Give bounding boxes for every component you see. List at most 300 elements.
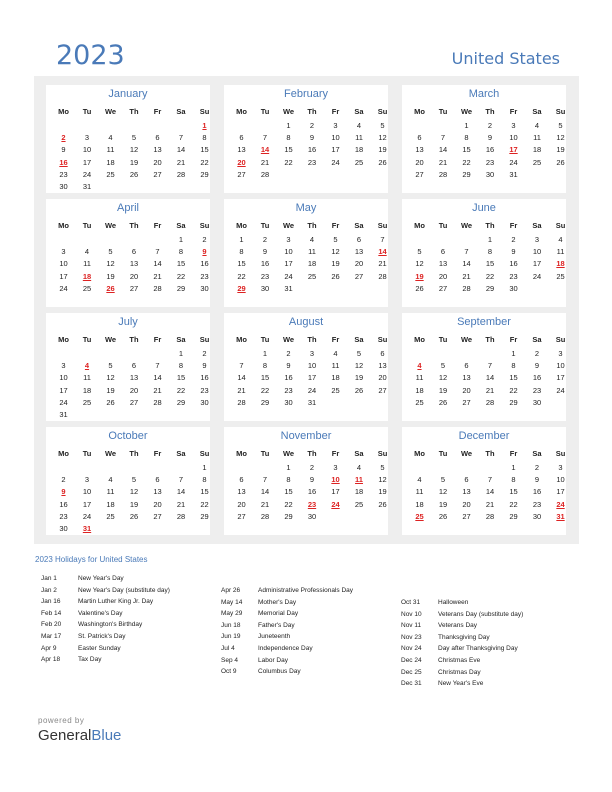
day: 19 — [438, 385, 448, 395]
day: 13 — [129, 373, 139, 383]
day: 3 — [84, 475, 90, 485]
weekday-header: We — [282, 449, 295, 458]
weekday-header: Sa — [532, 335, 542, 344]
day: 30 — [509, 283, 518, 293]
day: 17 — [59, 271, 68, 281]
holiday-day: 23 — [307, 499, 317, 509]
day: 1 — [202, 463, 207, 472]
day: 21 — [462, 271, 471, 281]
month-october — [46, 427, 210, 535]
day: 6 — [155, 475, 160, 485]
holiday-name: New Year's Day — [78, 575, 124, 582]
day: 14 — [438, 145, 448, 155]
day: 17 — [284, 259, 293, 269]
weekday-header: Th — [129, 221, 139, 230]
day: 8 — [511, 475, 516, 485]
day: 8 — [202, 133, 207, 143]
day: 14 — [260, 487, 270, 497]
day: 9 — [309, 475, 315, 485]
day: 26 — [129, 169, 139, 179]
day: 12 — [129, 487, 139, 497]
day: 18 — [354, 145, 364, 155]
day: 5 — [440, 361, 446, 371]
month-name: February — [283, 88, 329, 100]
day: 3 — [61, 361, 66, 371]
day: 4 — [108, 133, 113, 143]
day: 10 — [82, 145, 92, 155]
month-november — [224, 427, 388, 535]
weekday-header: We — [460, 449, 473, 458]
day: 29 — [462, 169, 471, 179]
day: 25 — [556, 271, 565, 281]
holiday-day: 10 — [331, 475, 340, 485]
day: 9 — [286, 361, 291, 371]
day: 10 — [556, 361, 565, 371]
day: 11 — [355, 133, 363, 143]
day: 23 — [509, 271, 518, 281]
day: 26 — [331, 271, 340, 281]
day: 8 — [178, 361, 184, 371]
day: 26 — [378, 499, 387, 509]
day: 20 — [237, 499, 246, 509]
day: 19 — [354, 373, 364, 383]
day: 27 — [129, 397, 139, 407]
day: 14 — [176, 145, 186, 155]
day: 9 — [61, 145, 66, 155]
day: 28 — [438, 169, 448, 179]
day: 21 — [176, 499, 186, 509]
month-name: December — [458, 430, 510, 442]
weekday-header: Mo — [236, 107, 247, 116]
holiday-name: Martin Luther King Jr. Day — [78, 598, 154, 606]
day: 14 — [462, 259, 471, 269]
day: 26 — [415, 283, 424, 293]
day: 12 — [378, 475, 387, 485]
day: 12 — [129, 145, 139, 155]
day: 7 — [178, 133, 184, 143]
day: 2 — [61, 475, 66, 485]
day: 10 — [284, 247, 293, 257]
weekday-header: Mo — [414, 335, 425, 344]
day: 30 — [307, 511, 317, 521]
holiday-date: Dec 24 — [401, 657, 422, 664]
holiday-name: Memorial Day — [258, 610, 299, 618]
month-name: June — [472, 202, 496, 214]
day: 21 — [237, 385, 246, 395]
day: 24 — [82, 169, 92, 179]
holiday-date: Apr 26 — [221, 587, 241, 594]
holiday-date: Apr 9 — [41, 644, 57, 652]
day: 3 — [309, 349, 315, 358]
day: 14 — [485, 487, 495, 497]
day: 11 — [106, 487, 115, 497]
day: 6 — [417, 133, 422, 143]
day: 26 — [556, 157, 565, 167]
holiday-date: Apr 18 — [41, 656, 61, 664]
weekday-header: Fr — [153, 449, 162, 458]
day: 19 — [106, 385, 115, 395]
day: 17 — [556, 373, 565, 383]
day: 7 — [155, 361, 160, 371]
day: 20 — [438, 271, 448, 281]
day: 26 — [106, 397, 115, 407]
day: 28 — [176, 169, 186, 179]
day: 26 — [438, 511, 448, 521]
month-april — [46, 199, 210, 307]
day: 8 — [178, 247, 184, 257]
day: 21 — [176, 157, 186, 167]
holiday-day: 4 — [417, 361, 422, 371]
day: 18 — [82, 385, 92, 395]
day: 27 — [237, 511, 246, 521]
weekday-header: Mo — [236, 335, 247, 344]
day: 14 — [237, 373, 246, 383]
day: 9 — [534, 475, 540, 485]
day: 8 — [202, 475, 207, 485]
day: 8 — [487, 247, 493, 257]
day: 5 — [131, 475, 137, 485]
day: 15 — [176, 373, 186, 383]
month-february — [224, 85, 388, 193]
day: 16 — [485, 145, 495, 155]
day: 17 — [556, 487, 565, 497]
day: 7 — [487, 475, 493, 485]
day: 20 — [354, 259, 364, 269]
day: 8 — [464, 133, 469, 143]
day: 27 — [153, 169, 162, 179]
holiday-date: Nov 23 — [401, 633, 422, 641]
weekday-header: Sa — [176, 221, 186, 230]
weekday-header: Mo — [236, 221, 247, 230]
day: 16 — [200, 259, 209, 269]
holiday-name: St. Patrick's Day — [78, 633, 126, 640]
holiday-day: 9 — [61, 487, 66, 497]
weekday-header: Su — [377, 221, 388, 230]
weekday-header: Th — [485, 449, 495, 458]
weekday-header: Tu — [260, 335, 270, 344]
day: 20 — [378, 373, 387, 383]
weekday-header: We — [282, 221, 295, 230]
weekday-header: Tu — [438, 107, 448, 116]
weekday-header: Mo — [236, 449, 247, 458]
weekday-header: Sa — [176, 449, 186, 458]
day: 15 — [485, 259, 495, 269]
day: 29 — [509, 397, 518, 407]
holiday-date: Jul 4 — [221, 645, 235, 652]
day: 6 — [356, 235, 362, 244]
day: 24 — [82, 511, 92, 521]
day: 3 — [333, 121, 338, 130]
day: 28 — [153, 283, 162, 293]
day: 16 — [307, 487, 317, 497]
day: 2 — [202, 235, 207, 244]
day: 27 — [237, 169, 246, 179]
day: 1 — [239, 235, 244, 244]
holiday-date: Sep 4 — [221, 656, 238, 664]
day: 21 — [438, 157, 448, 167]
day: 10 — [556, 475, 565, 485]
day: 8 — [286, 475, 291, 485]
day: 3 — [333, 463, 338, 472]
day: 29 — [200, 511, 209, 521]
month-name: September — [457, 316, 511, 328]
day: 16 — [284, 373, 293, 383]
day: 30 — [200, 283, 209, 293]
day: 19 — [129, 157, 139, 167]
weekday-header: We — [104, 107, 117, 116]
day: 16 — [532, 373, 542, 383]
day: 28 — [485, 397, 495, 407]
day: 15 — [509, 487, 518, 497]
day: 4 — [84, 247, 90, 257]
day: 10 — [307, 361, 317, 371]
weekday-header: Sa — [532, 221, 542, 230]
weekday-header: Th — [129, 107, 139, 116]
holiday-day: 18 — [556, 259, 565, 269]
day: 4 — [333, 349, 338, 358]
weekday-header: Fr — [509, 335, 518, 344]
day: 1 — [511, 463, 516, 472]
day: 6 — [155, 133, 160, 143]
weekday-header: Th — [307, 335, 317, 344]
weekday-header: Su — [199, 335, 210, 344]
weekday-header: Su — [555, 107, 566, 116]
day: 6 — [131, 247, 137, 257]
day: 5 — [440, 475, 446, 485]
month-name: August — [288, 316, 324, 328]
day: 6 — [464, 361, 469, 371]
holiday-date: Dec 31 — [401, 680, 422, 688]
holiday-day: 31 — [82, 524, 92, 533]
day: 16 — [307, 145, 317, 155]
holiday-name: Administrative Professionals Day — [258, 587, 354, 594]
weekday-header: We — [104, 449, 117, 458]
day: 26 — [378, 157, 387, 167]
day: 22 — [284, 157, 293, 167]
brand-part2: Blue — [91, 727, 122, 744]
day: 19 — [378, 487, 387, 497]
day: 21 — [153, 385, 162, 395]
day: 18 — [415, 385, 424, 395]
weekday-header: Th — [485, 107, 495, 116]
day: 31 — [82, 182, 92, 191]
day: 19 — [556, 145, 565, 155]
weekday-header: Fr — [331, 335, 340, 344]
day: 8 — [239, 247, 244, 257]
day: 15 — [200, 487, 209, 497]
day: 17 — [82, 499, 92, 509]
day: 15 — [176, 259, 186, 269]
day: 5 — [558, 121, 563, 130]
holiday-name: Easter Sunday — [78, 644, 121, 652]
day: 7 — [262, 475, 268, 485]
weekday-header: Sa — [532, 449, 542, 458]
day: 29 — [485, 283, 495, 293]
day: 20 — [462, 385, 471, 395]
day: 12 — [106, 259, 115, 269]
day: 2 — [309, 463, 315, 472]
holiday-name: Mother's Day — [258, 598, 297, 606]
day: 20 — [415, 157, 424, 167]
weekday-header: Tu — [260, 449, 270, 458]
day: 27 — [153, 511, 162, 521]
holiday-day: 24 — [331, 499, 340, 509]
weekday-header: Mo — [58, 221, 69, 230]
day: 24 — [307, 385, 317, 395]
day: 2 — [262, 235, 268, 244]
day: 22 — [284, 499, 293, 509]
weekday-header: Sa — [532, 107, 542, 116]
holiday-date: May 29 — [221, 610, 243, 618]
weekday-header: Su — [199, 221, 210, 230]
day: 28 — [260, 511, 270, 521]
holiday-day: 25 — [415, 511, 424, 521]
day: 22 — [509, 499, 518, 509]
weekday-header: Sa — [176, 335, 186, 344]
day: 7 — [155, 247, 160, 257]
holiday-day: 24 — [556, 499, 565, 509]
day: 20 — [153, 157, 162, 167]
weekday-header: Su — [377, 107, 388, 116]
weekday-header: Su — [199, 107, 210, 116]
weekday-header: Fr — [509, 107, 518, 116]
holiday-day: 14 — [378, 247, 387, 257]
day: 23 — [485, 157, 495, 167]
weekday-header: Mo — [58, 107, 69, 116]
month-name: November — [280, 430, 332, 442]
day: 6 — [380, 349, 385, 358]
day: 27 — [462, 511, 471, 521]
brand-logo[interactable] — [38, 727, 121, 744]
day: 17 — [307, 373, 317, 383]
day: 24 — [331, 157, 340, 167]
holiday-name: Father's Day — [258, 621, 295, 629]
weekday-header: Tu — [82, 221, 92, 230]
day: 7 — [239, 361, 244, 371]
weekday-header: Sa — [354, 449, 364, 458]
weekday-header: We — [460, 221, 473, 230]
weekday-header: We — [282, 335, 295, 344]
holiday-date: Feb 14 — [41, 609, 62, 617]
day: 22 — [485, 271, 495, 281]
holiday-name: Veterans Day — [438, 622, 478, 630]
day: 15 — [462, 145, 471, 155]
day: 29 — [176, 397, 186, 407]
day: 17 — [331, 145, 340, 155]
day: 24 — [556, 385, 565, 395]
holiday-date: Oct 9 — [221, 668, 237, 676]
holiday-name: Labor Day — [258, 656, 288, 664]
day: 9 — [534, 361, 540, 371]
day: 13 — [354, 247, 364, 257]
weekday-header: We — [104, 335, 117, 344]
day: 13 — [237, 487, 246, 497]
day: 31 — [509, 169, 518, 179]
day: 18 — [331, 373, 340, 383]
day: 27 — [354, 271, 364, 281]
day: 13 — [415, 145, 424, 155]
day: 27 — [378, 385, 387, 395]
year-title: 2023 — [56, 40, 125, 71]
day: 1 — [178, 235, 184, 244]
weekday-header: We — [460, 335, 473, 344]
day: 12 — [354, 361, 364, 371]
day: 17 — [82, 157, 92, 167]
day: 20 — [153, 499, 162, 509]
month-name: April — [116, 202, 139, 214]
day: 17 — [532, 259, 542, 269]
day: 21 — [485, 499, 495, 509]
holiday-name: New Year's Day (substitute day) — [78, 586, 170, 594]
holiday-day: 1 — [202, 121, 207, 130]
day: 13 — [438, 259, 448, 269]
day: 22 — [462, 157, 471, 167]
weekday-header: Su — [555, 221, 566, 230]
day: 18 — [354, 487, 364, 497]
day: 22 — [260, 385, 270, 395]
holiday-name: Tax Day — [78, 656, 102, 664]
holiday-date: Jun 19 — [221, 633, 241, 641]
month-name: January — [108, 88, 148, 100]
day: 25 — [106, 511, 115, 521]
day: 21 — [260, 499, 270, 509]
day: 16 — [200, 373, 209, 383]
day: 21 — [153, 271, 162, 281]
day: 8 — [511, 361, 516, 371]
day: 1 — [487, 235, 493, 244]
month-june — [402, 199, 566, 307]
day: 13 — [237, 145, 246, 155]
weekday-header: Su — [377, 449, 388, 458]
day: 4 — [417, 475, 422, 485]
day: 9 — [262, 247, 268, 257]
day: 16 — [260, 259, 270, 269]
day: 4 — [108, 475, 113, 485]
holiday-day: 19 — [415, 271, 424, 281]
day: 23 — [532, 385, 542, 395]
weekday-header: Th — [485, 221, 495, 230]
weekday-header: Mo — [414, 449, 425, 458]
day: 24 — [509, 157, 518, 167]
day: 17 — [59, 385, 68, 395]
weekday-header: Mo — [414, 107, 425, 116]
day: 18 — [307, 259, 317, 269]
holiday-day: 4 — [84, 361, 90, 371]
day: 2 — [511, 235, 516, 244]
day: 30 — [200, 397, 209, 407]
day: 5 — [108, 361, 113, 371]
day: 11 — [83, 373, 91, 383]
day: 28 — [237, 397, 246, 407]
day: 2 — [534, 349, 540, 358]
day: 7 — [178, 475, 184, 485]
holiday-date: Feb 20 — [41, 621, 62, 629]
day: 8 — [286, 133, 291, 143]
weekday-header: Su — [199, 449, 210, 458]
day: 13 — [462, 373, 471, 383]
day: 11 — [556, 247, 565, 257]
day: 9 — [487, 133, 493, 143]
weekday-header: Th — [307, 107, 317, 116]
day: 25 — [354, 499, 364, 509]
day: 10 — [509, 133, 518, 143]
day: 6 — [239, 133, 244, 143]
day: 8 — [262, 361, 268, 371]
day: 4 — [558, 235, 563, 244]
holiday-name: Christmas Eve — [438, 657, 481, 664]
country-title: United States — [451, 49, 560, 68]
holiday-name: Day after Thanksgiving Day — [438, 645, 518, 653]
